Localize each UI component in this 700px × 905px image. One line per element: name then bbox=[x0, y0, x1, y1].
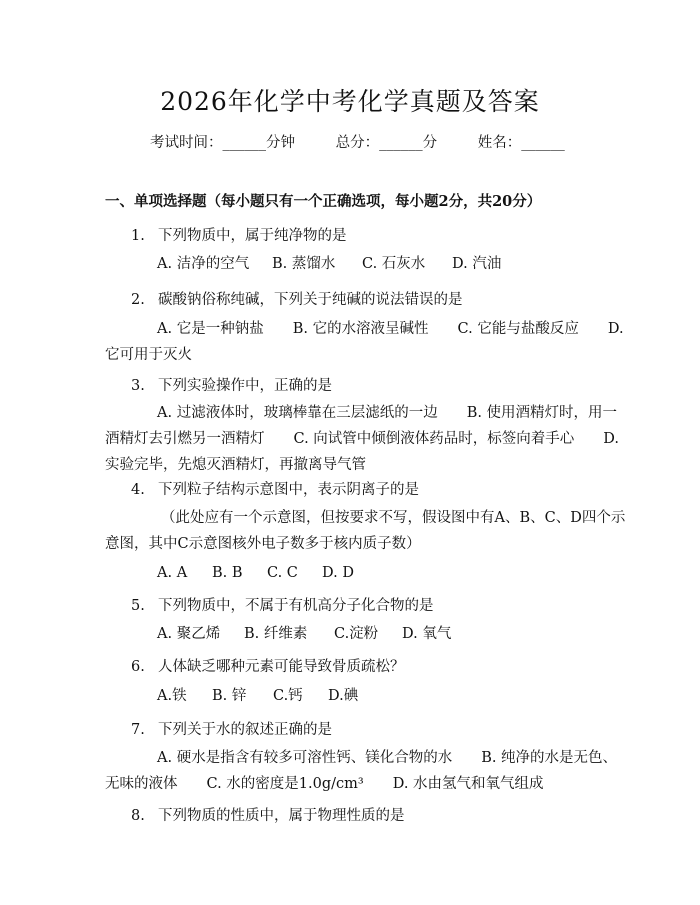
option-a: A. 洁净的空气 bbox=[157, 256, 250, 272]
question-stem bbox=[131, 594, 434, 615]
option-b: B. B bbox=[212, 565, 243, 581]
option-d: D.碘 bbox=[328, 688, 359, 704]
question-options bbox=[105, 316, 624, 368]
question-note bbox=[105, 505, 626, 557]
question-number: 1. bbox=[131, 228, 145, 244]
question-stem bbox=[131, 804, 405, 825]
question-number: 5. bbox=[131, 598, 145, 614]
question-options bbox=[105, 745, 618, 797]
question-text: 人体缺乏哪种元素可能导致骨质疏松？ bbox=[158, 659, 405, 675]
question-text: 下列物质中，属于纯净物的是 bbox=[158, 228, 347, 244]
total-score-label: 总分：______分 bbox=[335, 135, 438, 151]
options-line: 实验完毕，先熄灭酒精灯，再撤离导气管 bbox=[105, 457, 366, 473]
option-d: D. 氧气 bbox=[402, 626, 452, 642]
question-stem bbox=[131, 374, 332, 395]
options-line: 酒精灯去引燃另一酒精灯 C. 向试管中倾倒液体药品时，标签向着手心 D. bbox=[105, 431, 620, 447]
question-stem bbox=[131, 478, 419, 499]
option-a: A.铁 bbox=[157, 688, 187, 704]
options-line: 它可用于灭火 bbox=[105, 347, 192, 363]
question-stem bbox=[131, 655, 405, 676]
exam-meta bbox=[150, 131, 565, 152]
question-text: 下列物质中，不属于有机高分子化合物的是 bbox=[158, 598, 434, 614]
option-b: B. 锌 bbox=[212, 688, 247, 704]
question-stem bbox=[131, 288, 463, 309]
question-options bbox=[105, 621, 600, 647]
question-stem bbox=[131, 718, 332, 739]
option-b: B. 纤维素 bbox=[244, 626, 308, 642]
question-options bbox=[105, 560, 600, 586]
option-c: C. C bbox=[267, 565, 298, 581]
question-number: 8. bbox=[131, 808, 145, 824]
page-title: 2026年化学中考化学真题及答案 bbox=[160, 87, 540, 116]
option-c: C.淀粉 bbox=[334, 626, 379, 642]
note-line: 意图，其中C示意图核外电子数多于核内质子数） bbox=[105, 536, 421, 552]
question-text: 下列关于水的叙述正确的是 bbox=[158, 722, 332, 738]
student-name-label: 姓名：______ bbox=[477, 135, 565, 151]
question-options bbox=[105, 683, 600, 709]
question-number: 3. bbox=[131, 378, 145, 394]
question-options bbox=[105, 251, 600, 277]
option-a: A. A bbox=[157, 565, 188, 581]
question-text: 下列粒子结构示意图中，表示阴离子的是 bbox=[158, 482, 419, 498]
question-number: 4. bbox=[131, 482, 145, 498]
question-number: 7. bbox=[131, 722, 145, 738]
option-c: C. 石灰水 bbox=[362, 256, 426, 272]
section-heading: 一、单项选择题（每小题只有一个正确选项，每小题2分，共20分） bbox=[105, 193, 542, 210]
option-c: C.钙 bbox=[273, 688, 303, 704]
exam-time-label: 考试时间：______分钟 bbox=[150, 135, 295, 151]
question-number: 2. bbox=[131, 292, 145, 308]
options-line: A. 硬水是指含有较多可溶性钙、镁化合物的水 B. 纯净的水是无色、 bbox=[157, 750, 618, 766]
options-line: 无味的液体 C. 水的密度是1.0g/cm³ D. 水由氢气和氧气组成 bbox=[105, 776, 544, 792]
note-line: （此处应有一个示意图，但按要求不写，假设图中有A、B、C、D四个示 bbox=[161, 510, 626, 526]
option-d: D. 汽油 bbox=[452, 256, 502, 272]
options-line: A. 它是一种钠盐 B. 它的水溶液呈碱性 C. 它能与盐酸反应 D. bbox=[157, 321, 624, 337]
question-number: 6. bbox=[131, 659, 145, 675]
option-b: B. 蒸馏水 bbox=[272, 256, 336, 272]
options-line: A. 过滤液体时，玻璃棒靠在三层滤纸的一边 B. 使用酒精灯时，用一 bbox=[157, 405, 618, 421]
option-a: A. 聚乙烯 bbox=[157, 626, 221, 642]
question-stem bbox=[131, 224, 347, 245]
option-d: D. D bbox=[322, 565, 354, 581]
question-options bbox=[105, 400, 620, 478]
question-text: 下列物质的性质中，属于物理性质的是 bbox=[158, 808, 405, 824]
question-text: 下列实验操作中，正确的是 bbox=[158, 378, 332, 394]
question-text: 碳酸钠俗称纯碱，下列关于纯碱的说法错误的是 bbox=[158, 292, 463, 308]
